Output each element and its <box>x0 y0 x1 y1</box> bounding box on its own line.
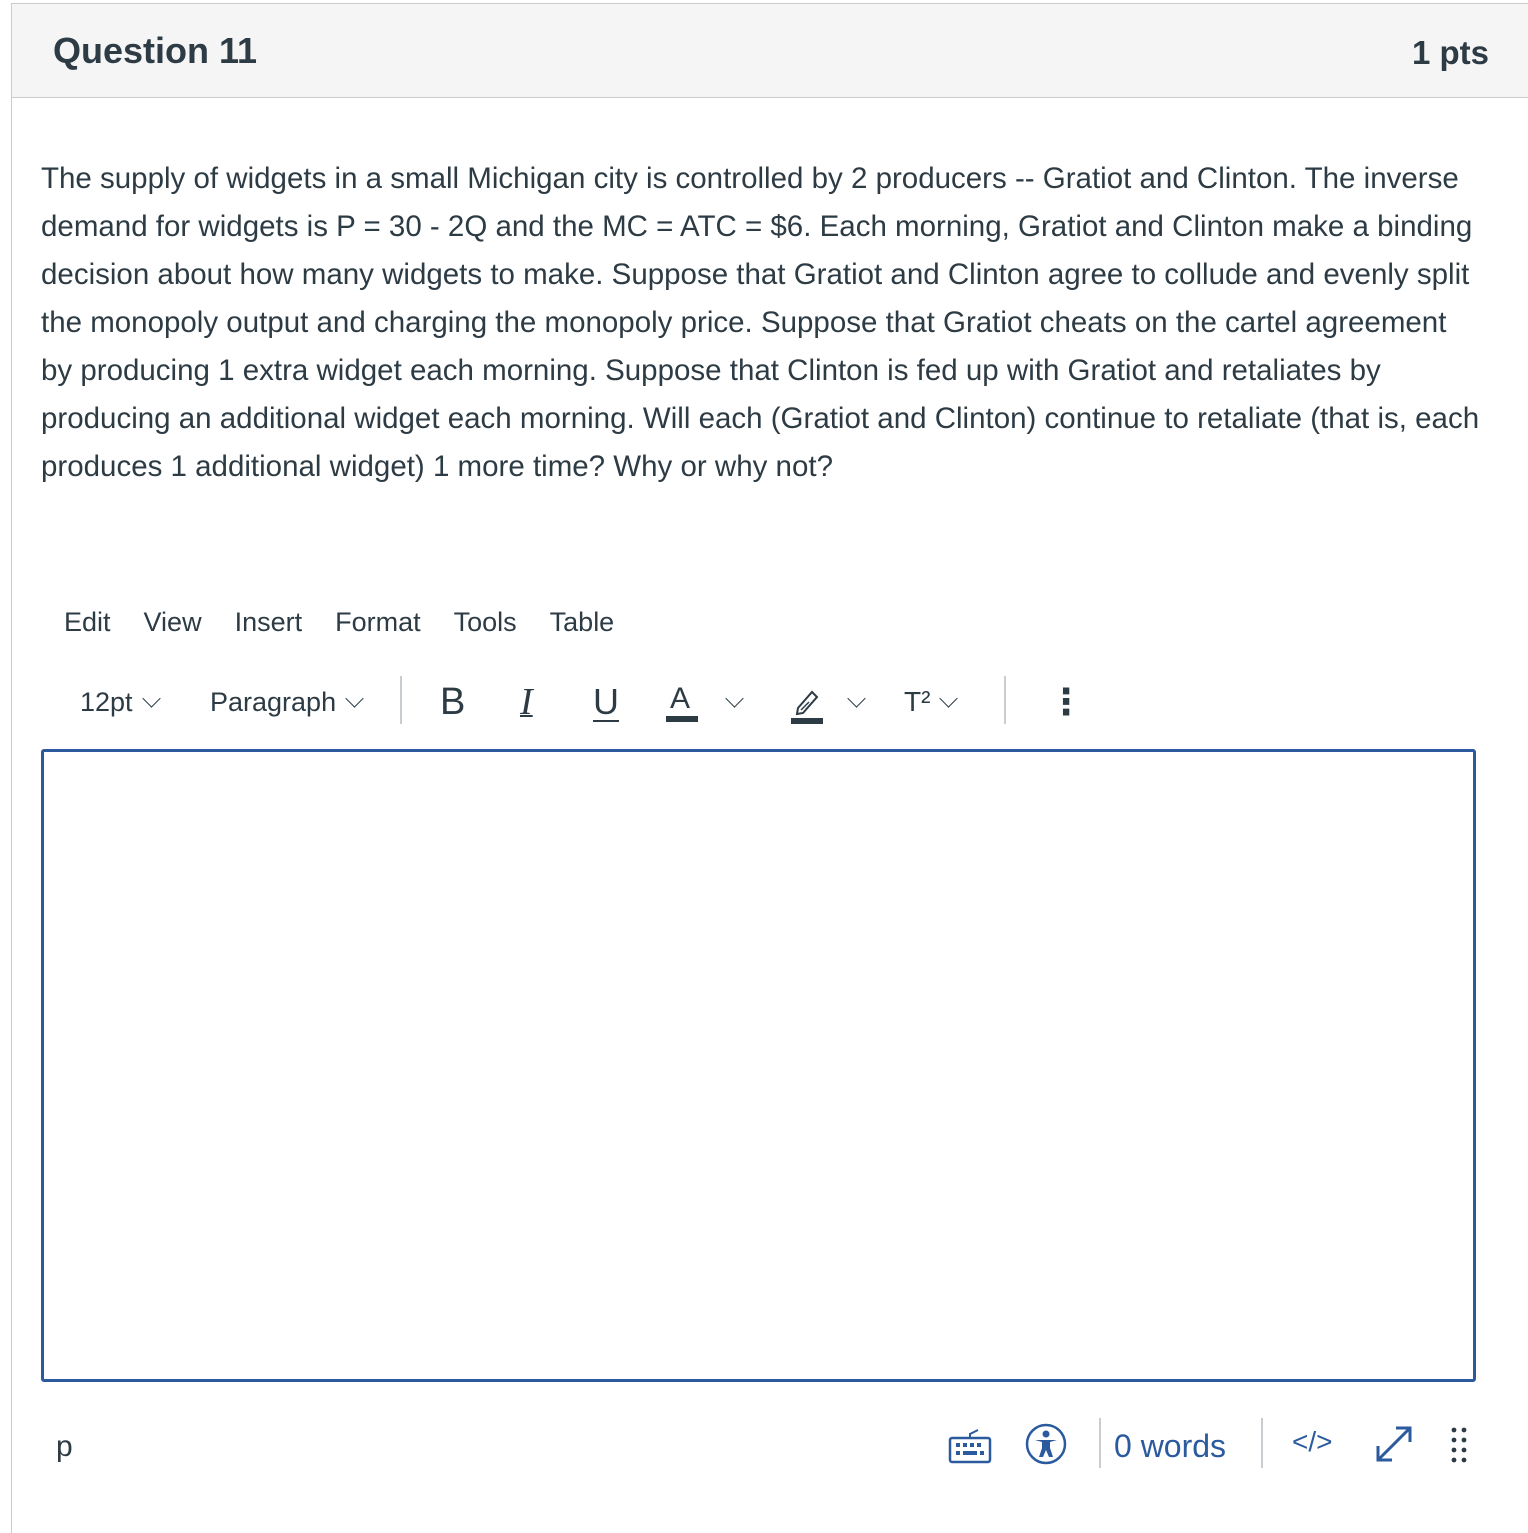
editor-content[interactable] <box>44 752 1473 784</box>
menu-tools[interactable]: Tools <box>453 607 517 637</box>
question-header <box>12 4 1528 98</box>
menu-edit[interactable]: Edit <box>64 607 111 637</box>
highlight-icon <box>790 680 824 724</box>
block-format-value: Paragraph <box>210 686 337 717</box>
block-format-select[interactable] <box>210 672 361 732</box>
statusbar-divider <box>1261 1418 1263 1468</box>
chevron-down-icon <box>345 689 363 707</box>
statusbar-divider <box>1099 1418 1101 1468</box>
editor-statusbar <box>0 1410 1528 1480</box>
keyboard-shortcuts-button[interactable] <box>948 1424 992 1473</box>
menu-view[interactable]: View <box>143 607 202 637</box>
word-count[interactable]: 0 words <box>1114 1428 1227 1464</box>
element-path[interactable]: p <box>56 1430 73 1463</box>
rich-text-editor[interactable] <box>41 749 1476 1382</box>
text-color-button[interactable] <box>666 672 741 732</box>
font-size-select[interactable] <box>80 672 158 732</box>
question-points: 1 pts <box>1411 34 1489 71</box>
more-vertical-icon: ⋮ <box>1048 681 1084 722</box>
menu-format[interactable]: Format <box>335 607 421 637</box>
expand-icon <box>1370 1420 1418 1468</box>
chevron-down-icon <box>725 689 743 707</box>
resize-handle[interactable] <box>1450 1426 1470 1471</box>
chevron-down-icon <box>847 689 865 707</box>
menu-insert[interactable]: Insert <box>234 607 303 637</box>
text-color-icon: A <box>666 680 698 724</box>
drag-handle-icon <box>1450 1426 1470 1466</box>
fullscreen-button[interactable] <box>1370 1420 1418 1473</box>
question-title: Question 11 <box>53 30 258 71</box>
keyboard-icon <box>948 1424 992 1468</box>
toolbar-divider <box>400 676 402 724</box>
highlight-color-button[interactable] <box>790 672 863 732</box>
superscript-icon: T² <box>904 686 931 717</box>
italic-icon: I <box>520 681 533 723</box>
superscript-button[interactable] <box>904 672 955 732</box>
editor-toolbar <box>66 672 1084 732</box>
chevron-down-icon <box>940 689 958 707</box>
italic-button[interactable] <box>520 672 533 732</box>
accessibility-icon <box>1024 1422 1068 1466</box>
html-editor-toggle[interactable]: </> <box>1292 1426 1333 1457</box>
underline-button[interactable] <box>593 672 619 732</box>
editor-menubar <box>64 607 647 647</box>
font-size-value: 12pt <box>80 686 133 717</box>
question-text: The supply of widgets in a small Michigan city is controlled by 2 producers -- Gratiot and Clinton. The inverse demand for widgets is P = 30 - 2Q and the MC = ATC = $6. Each morning, Gratiot and Clinton make a binding decision about how many widgets to make. Suppose that Gratiot and Clinton agree to collude and evenly split the monopoly output and charging the monopoly price. Suppose that Gratiot cheats on the cartel agreement by producing 1 extra widget each morning. Suppose that Clinton is fed up with Gratiot and retaliates by producing an additional widget each morning. Will each (Gratiot and Clinton) continue to retaliate (that is, each produces 1 additional widget) 1 more time? Why or why not? <box>41 162 1480 483</box>
menu-table[interactable]: Table <box>549 607 615 637</box>
chevron-down-icon <box>142 689 160 707</box>
bold-icon: B <box>440 680 466 723</box>
more-options-button[interactable] <box>1048 672 1084 732</box>
underline-icon: U <box>593 681 619 722</box>
accessibility-checker-button[interactable] <box>1024 1422 1068 1471</box>
toolbar-divider <box>1004 676 1006 724</box>
bold-button[interactable] <box>440 672 465 732</box>
